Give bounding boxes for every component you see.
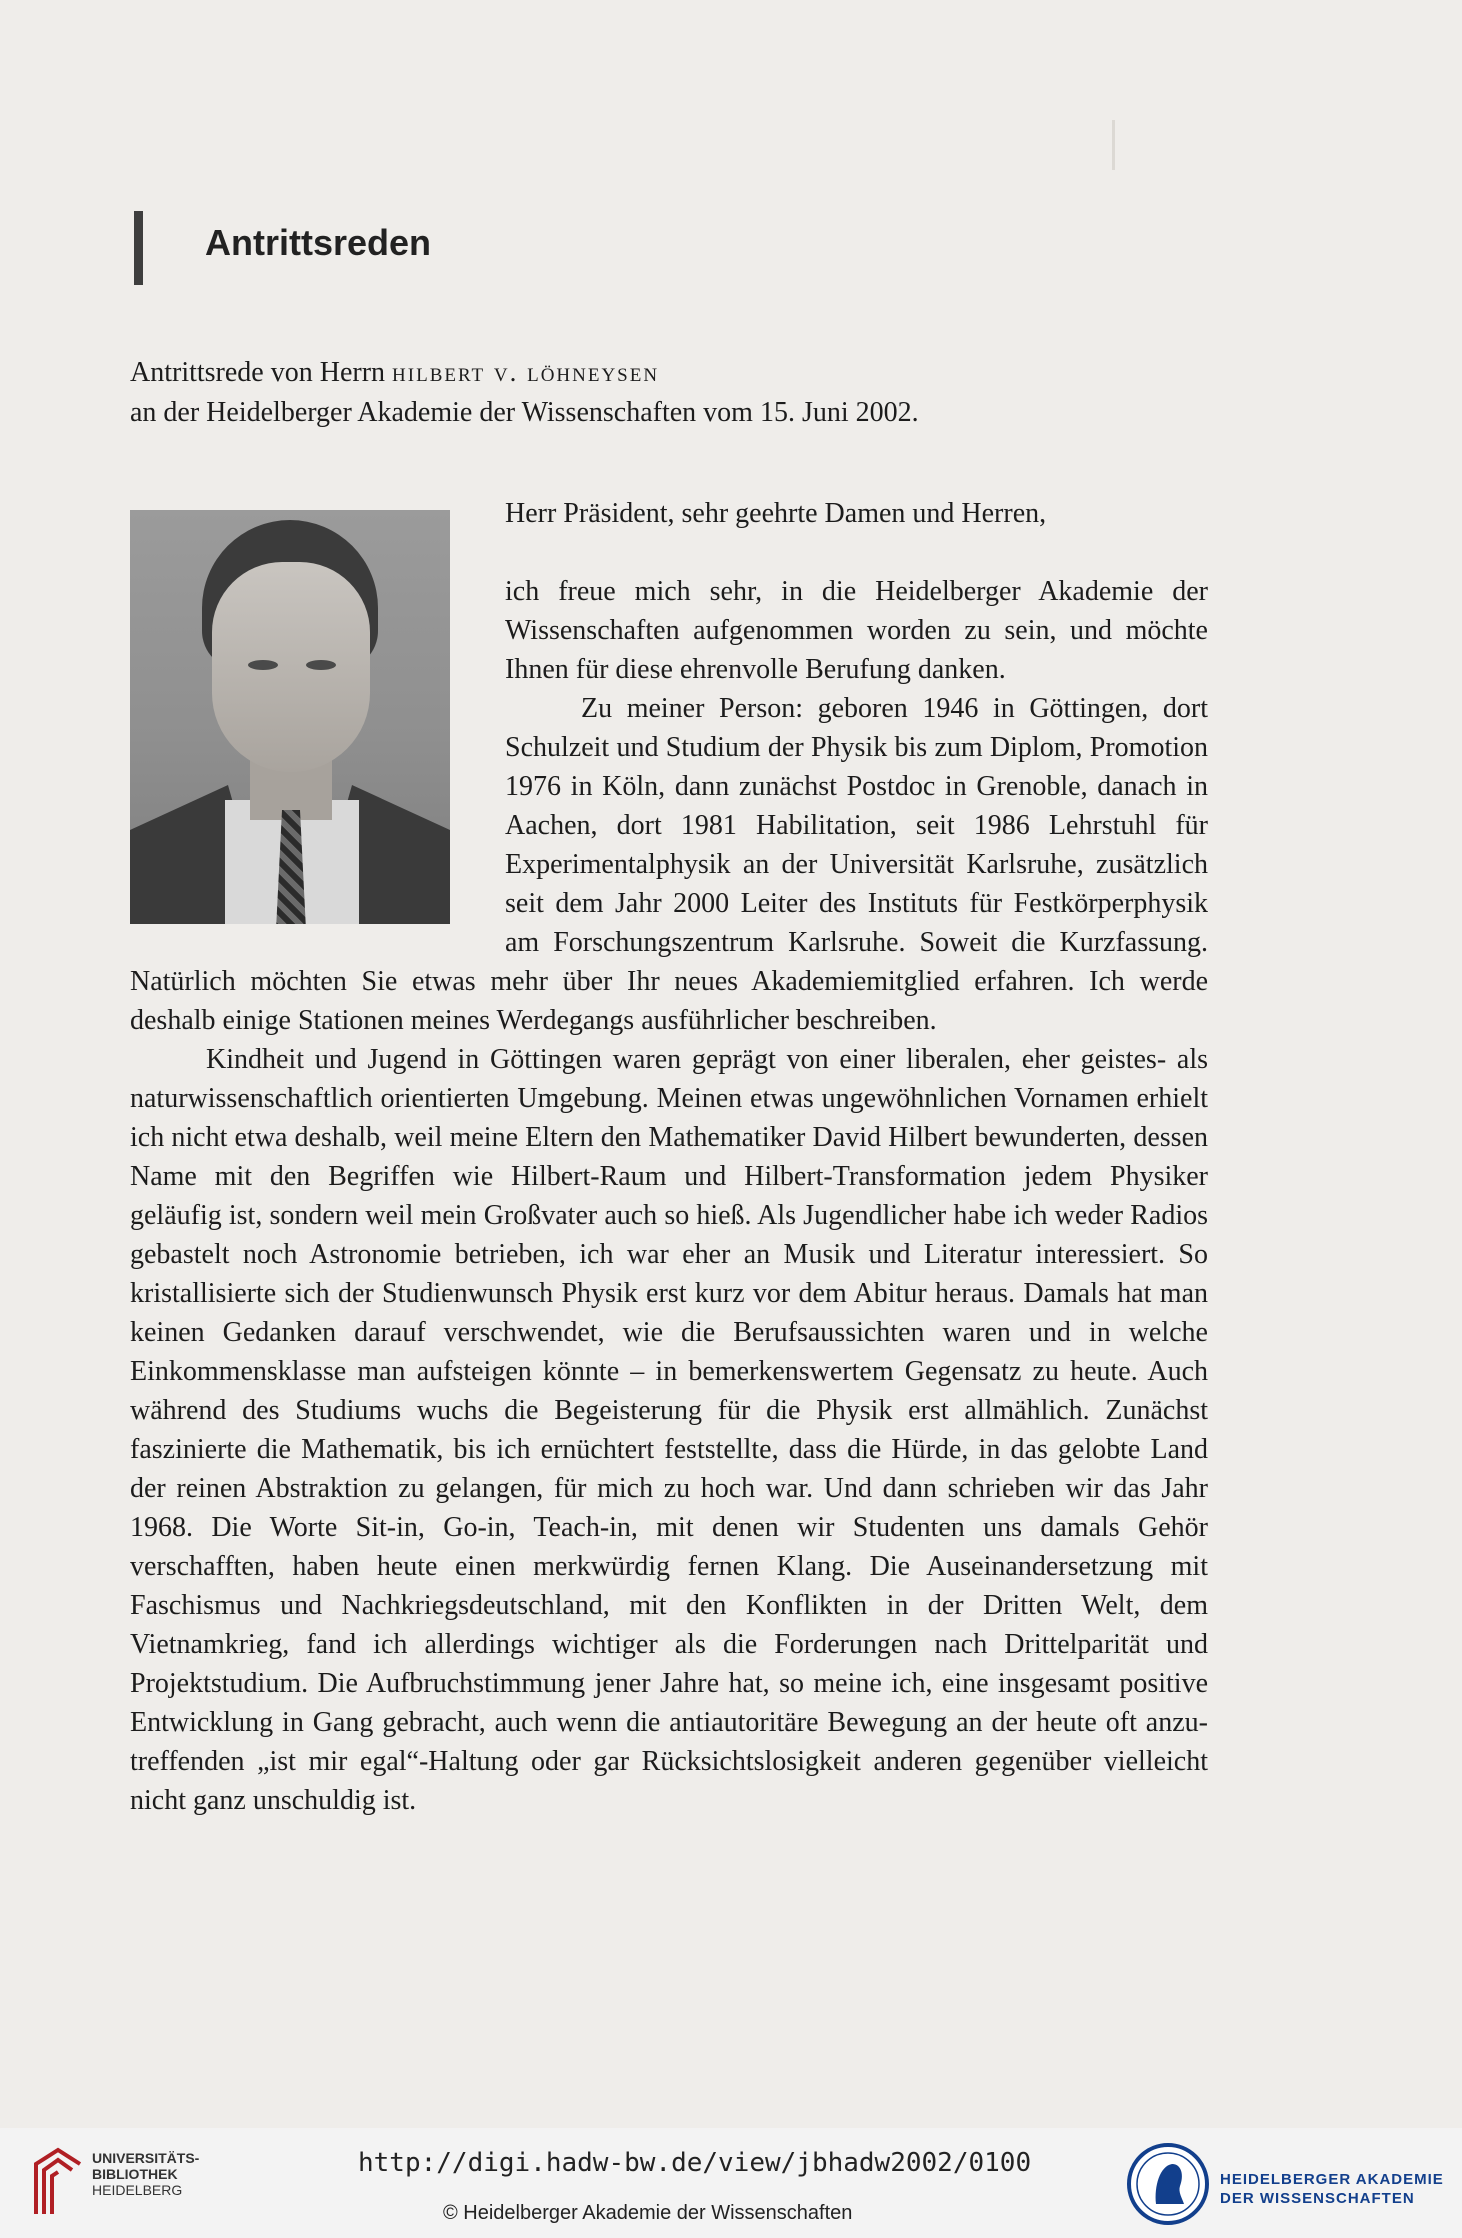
paragraph-2: Zu meiner Person: geboren 1946 in Göttingen, dort Schulzeit und Studium der Physik bis zum Diplom, Promotion 1976 in Köln, dann zunächst Postdoc in Grenoble, danach in Aachen, dort 1981 Habilitation, seit 1986 Lehrstuhl für Experimentalphysik an der Universität Karlsruhe, zusätzlich seit dem Jahr 2000 Leiter des Instituts für Festkörperphysik am Forschungszentrum Karlsruhe. Soweit die Kurzfassung. Natürlich möchten Sie etwas mehr über Ihr neues Akademiemitglied erfahren. Ich werde deshalb einige Stationen meines Werdegangs ausführlicher beschreiben. <box>130 693 1208 1036</box>
digitization-footer <box>0 2128 1462 2238</box>
section-title: Antrittsreden <box>205 222 432 263</box>
bleed-through-header <box>810 128 1210 168</box>
academy-seal-icon <box>1126 2142 1210 2226</box>
library-name: UNIVERSITÄTS- BIBLIOTHEK HEIDELBERG <box>92 2150 200 2198</box>
speech-intro <box>130 352 1210 433</box>
academy-name: HEIDELBERGER AKADEMIE DER WISSENSCHAFTEN <box>1220 2171 1444 2207</box>
intro-line-1 <box>130 352 1210 393</box>
library-logo-icon <box>28 2144 88 2222</box>
speaker-name: hilbert v. löhneysen <box>392 357 660 387</box>
permalink-url[interactable]: http://digi.hadw-bw.de/view/jbhadw2002/0100 <box>358 2148 1032 2178</box>
salutation: Herr Präsident, sehr geehrte Damen und Herren, <box>505 498 1047 529</box>
paragraph-3: Kindheit und Jugend in Göttingen waren geprägt von einer liberalen, eher geistes- als naturwissenschaftlich orientierten Umgebung. Meinen etwas ungewöhnlichen Vornamen erhielt ich nicht etwa deshalb, weil meine Eltern den Mathematiker David Hilbert bewunderten, dessen Name mit den Begriffen wie Hilbert-Raum und Hilbert-Transformation jedem Physiker geläufig ist, sondern weil mein Großvater auch so hieß. Als Jugendlicher habe ich weder Radios gebastelt noch Astronomie betrieben, ich war eher an Musik und Literatur interessiert. So kristallisierte sich der Studienwunsch Physik erst kurz vor dem Abitur heraus. Damals hat man keinen Gedanken darauf verschwendet, wie die Berufsaussichten waren und in welche Einkommensklasse man aufsteigen könnte – in bemerkenswertem Gegensatz zu heute. Auch während des Studiums wuchs die Begeisterung für die Physik erst allmählich. Zunächst faszinierte die Mathematik, bis ich ernüchtert feststellte, dass die Hürde, in das gelobte Land der reinen Abstraktion zu gelangen, für mich zu hoch war. Und dann schrieben wir das Jahr 1968. Die Worte Sit-in, Go-in, Teach-in, mit denen wir Studenten uns damals Gehör verschafften, haben heute einen merkwürdig fernen Klang. Die Auseinandersetzung mit Faschismus und Nachkriegsdeutschland, mit den Konflikten in der Dritten Welt, dem Vietnamkrieg, fand ich allerdings wichtiger als die Forderungen nach Drittelparität und Projektstudium. Die Aufbruchstimmung jener Jahre hat, so meine ich, eine insgesamt positive Entwicklung in Gang gebracht, auch wenn die antiautoritäre Bewegung an der heute oft anzutreffenden „ist mir egal“-Haltung oder gar Rücksichtslosigkeit anderen gegenüber vielleicht nicht ganz unschuldig ist. <box>130 1044 1208 1816</box>
copyright-notice: © Heidelberger Akademie der Wissenschaften <box>443 2202 853 2224</box>
paragraph-1: ich freue mich sehr, in die Heidelberger Akademie der Wissenschaften aufgenommen worden zu sein, und möchte Ihnen für diese ehrenvolle Berufung danken. <box>505 576 1208 685</box>
intro-prefix: Antrittsrede von Herrn <box>130 357 386 388</box>
speech-body <box>130 494 1208 1820</box>
section-marker-bar <box>134 211 143 285</box>
intro-line-2: an der Heidelberger Akademie der Wissenschaften vom 15. Juni 2002. <box>130 397 919 428</box>
